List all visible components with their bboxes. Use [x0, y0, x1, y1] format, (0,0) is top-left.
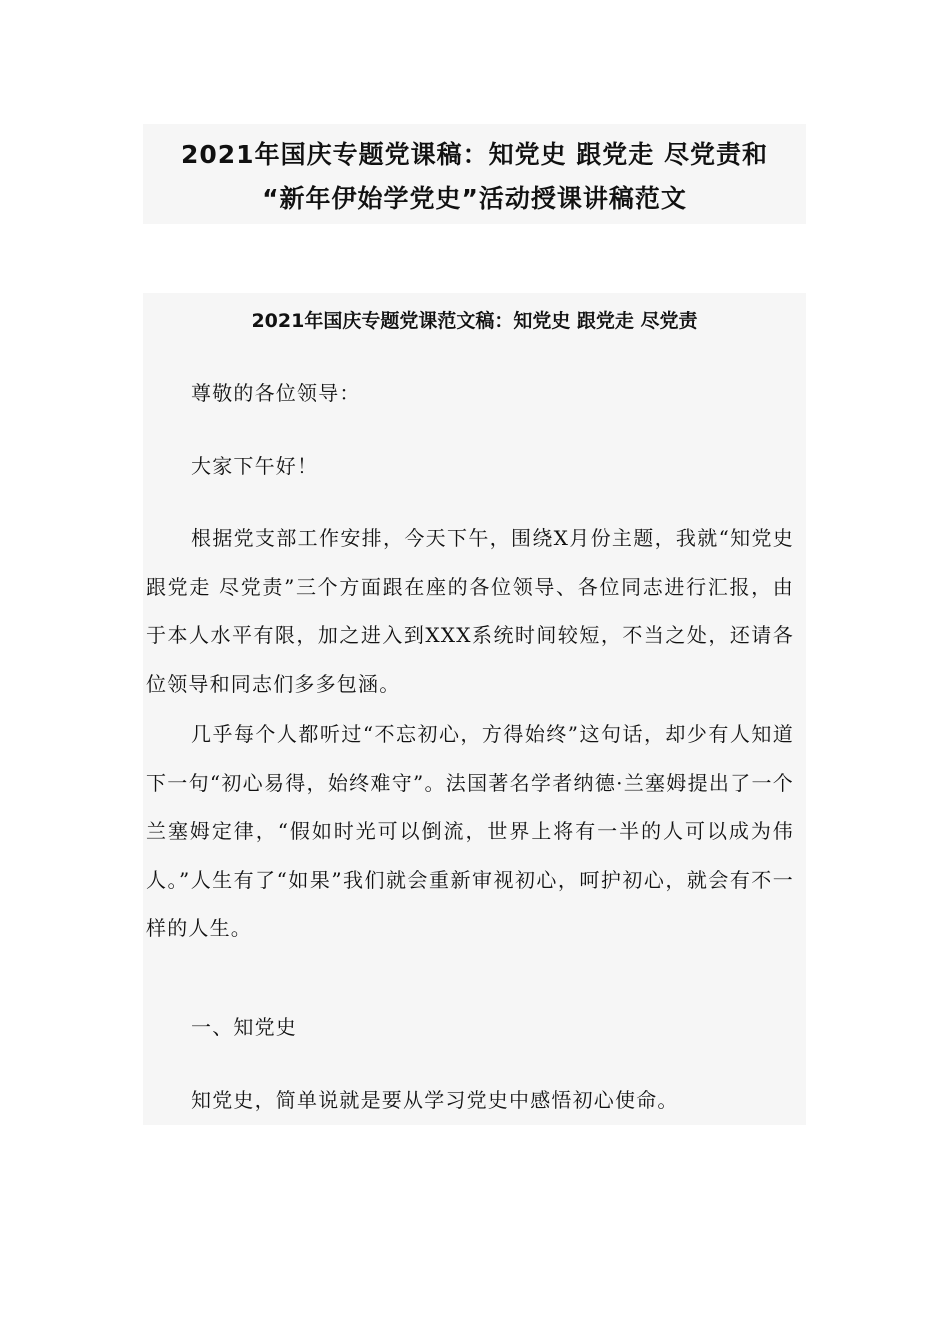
- intro-paragraph: 根据党支部工作安排，今天下午，围绕X月份主题，我就“知党史 跟党走 尽党责”三个方面跟在座的各位领导、各位同志进行汇报，由于本人水平有限，加之进入到XXX系统时间较短，不当之处，还请各位领导和同志们多多包涵。: [146, 526, 794, 696]
- document-title-block: [143, 124, 806, 224]
- section-1-heading: 一、知党史: [191, 1015, 297, 1039]
- section-1-body: 知党史，简单说就是要从学习党史中感悟初心使命。: [191, 1088, 679, 1112]
- document-title-line-2: “新年伊始学党史”活动授课讲稿范文: [262, 184, 687, 213]
- document-body: [143, 293, 806, 1125]
- section-subtitle: 2021年国庆专题党课范文稿：知党史 跟党走 尽党责: [251, 310, 698, 332]
- hello-paragraph: 大家下午好！: [191, 454, 319, 478]
- quote-paragraph: 几乎每个人都听过“不忘初心，方得始终”这句话，却少有人知道下一句“初心易得，始终难守”。法国著名学者纳德·兰塞姆提出了一个兰塞姆定律，“假如时光可以倒流，世界上将有一半的人可以成为伟人。”人生有了“如果”我们就会重新审视初心，呵护初心，就会有不一样的人生。: [146, 722, 794, 940]
- greeting-paragraph: 尊敬的各位领导：: [191, 381, 361, 405]
- document-title-line-1: 2021年国庆专题党课稿：知党史 跟党走 尽党责和: [181, 140, 768, 169]
